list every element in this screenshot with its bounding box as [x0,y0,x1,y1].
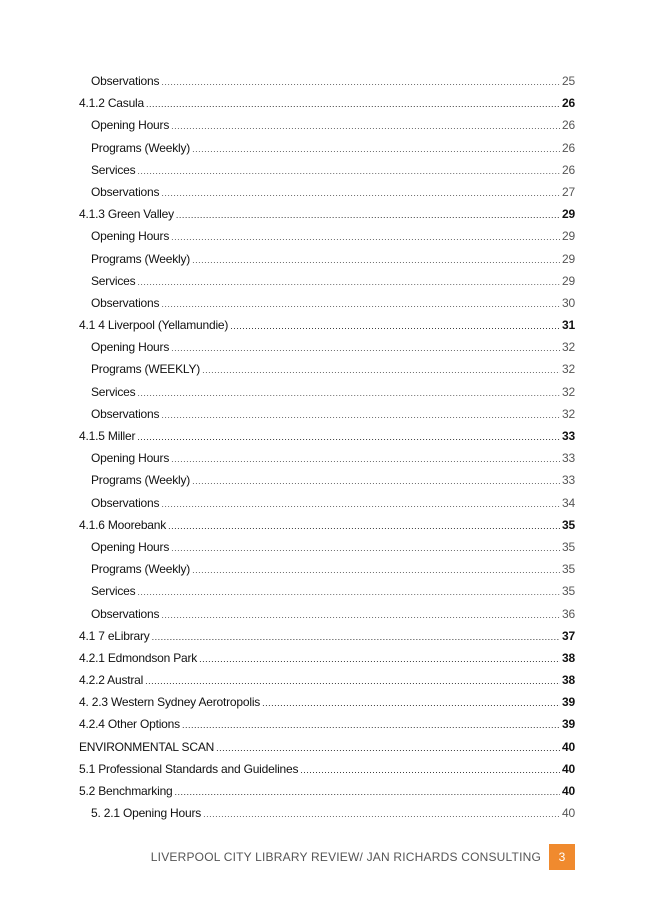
toc-entry-label: 4.1.5 Miller [79,429,136,443]
dot-leader [230,321,560,331]
dot-leader [145,676,560,686]
toc-subsection-entry[interactable] [79,540,575,562]
toc-entry-label: 4.1.2 Casula [79,96,144,111]
toc-entry-page-number: 36 [562,606,575,621]
dot-leader [203,809,560,819]
toc-subsection-entry[interactable] [79,451,575,473]
dot-leader [137,166,560,176]
toc-entry-label: Opening Hours [91,340,170,355]
dot-leader [171,121,560,131]
dot-leader [161,410,560,420]
toc-entry-label: 4.2.1 Edmondson Park [79,650,198,665]
toc-entry-label: Opening Hours [91,229,170,244]
toc-entry-label: Programs (Weekly) [91,251,191,266]
dot-leader [161,499,560,509]
toc-entry-page-number: 33 [562,451,575,466]
toc-subsection-entry[interactable] [79,118,575,140]
toc-subsection-entry[interactable] [79,362,575,384]
toc-entry-page-number: 29 [562,251,575,266]
toc-subsection-entry[interactable] [79,229,575,251]
toc-section-entry[interactable] [79,717,575,739]
toc-section-entry[interactable] [79,762,575,784]
toc-entry-label: 5.1 Professional Standards and Guidelines [79,761,299,776]
dot-leader [171,543,560,553]
toc-entry-page-number: 35 [562,517,575,532]
toc-entry-page-number: 35 [562,562,575,577]
toc-entry-label: 4.1.3 Green Valley [79,207,174,222]
dot-leader [161,77,560,87]
toc-entry-page-number: 26 [562,96,575,111]
toc-entry-label: 4.2.4 Other Options [79,717,180,732]
toc-entry-page-number: 40 [562,761,575,776]
dot-leader [262,698,560,708]
toc-entry-label: Observations [91,495,160,510]
toc-entry-page-number: 35 [562,584,575,599]
toc-entry-label: Services [91,273,136,288]
toc-subsection-entry[interactable] [79,252,575,274]
toc-subsection-entry[interactable] [79,385,575,407]
toc-section-entry[interactable] [79,629,575,651]
toc-section-entry[interactable] [79,673,575,695]
dot-leader [168,521,560,531]
toc-entry-page-number: 25 [562,74,575,88]
toc-entry-label: Programs (WEEKLY) [91,362,201,377]
toc-entry-page-number: 27 [562,184,575,199]
toc-entry-page-number: 39 [562,717,575,732]
toc-entry-label: ENVIRONMENTAL SCAN [79,739,215,754]
toc-entry-page-number: 40 [562,784,575,798]
dot-leader [161,188,560,198]
toc-entry-page-number: 33 [562,473,575,488]
toc-entry-label: Observations [91,184,160,199]
toc-subsection-entry[interactable] [79,141,575,163]
toc-subsection-entry[interactable] [79,806,575,828]
toc-entry-page-number: 39 [562,695,575,710]
dot-leader [137,587,560,597]
toc-entry-label: 4.1 4 Liverpool (Yellamundie) [79,318,229,333]
toc-entry-label: Opening Hours [91,118,170,133]
dot-leader [192,144,560,154]
toc-entry-label: Observations [91,295,160,310]
toc-subsection-entry[interactable] [79,340,575,362]
toc-section-entry[interactable] [79,651,575,673]
dot-leader [161,610,560,620]
toc-entry-label: 4. 2.3 Western Sydney Aerotropolis [79,695,261,710]
toc-entry-page-number: 31 [562,318,575,333]
toc-entry-label: Programs (Weekly) [91,473,191,488]
toc-entry-page-number: 29 [562,207,575,222]
dot-leader [171,232,560,242]
toc-entry-label: 4.1.6 Moorebank [79,517,167,532]
dot-leader [216,743,560,753]
toc-entry-page-number: 33 [562,429,575,443]
dot-leader [152,632,560,642]
toc-entry-page-number: 26 [562,162,575,177]
toc-entry-page-number: 29 [562,229,575,244]
toc-subsection-entry[interactable] [79,496,575,518]
toc-subsection-entry[interactable] [79,562,575,584]
toc-entry-label: 5.2 Benchmarking [79,784,173,798]
toc-subsection-entry[interactable] [79,473,575,495]
dot-leader [137,388,560,398]
dot-leader [161,299,560,309]
toc-entry-page-number: 38 [562,650,575,665]
toc-entry-page-number: 26 [562,140,575,155]
toc-subsection-entry[interactable] [79,607,575,629]
toc-entry-label: Observations [91,74,160,88]
toc-entry-label: Services [91,584,136,599]
toc-subsection-entry[interactable] [79,407,575,429]
toc-subsection-entry[interactable] [79,74,575,96]
dot-leader [199,654,560,664]
toc-entry-page-number: 38 [562,673,575,688]
toc-entry-label: Observations [91,606,160,621]
toc-entry-page-number: 30 [562,295,575,310]
dot-leader [192,565,560,575]
toc-entry-page-number: 26 [562,118,575,133]
footer-title: LIVERPOOL CITY LIBRARY REVIEW/ JAN RICHARDS CONSULTING [150,850,541,864]
toc-entry-label: Programs (Weekly) [91,562,191,577]
toc-section-entry[interactable] [79,429,575,451]
toc-entry-label: Services [91,384,136,399]
toc-entry-label: 4.2.2 Austral [79,673,144,688]
toc-subsection-entry[interactable] [79,274,575,296]
toc-section-entry[interactable] [79,518,575,540]
toc-entry-page-number: 34 [562,495,575,510]
toc-entry-page-number: 40 [562,806,575,821]
dot-leader [192,476,560,486]
toc-section-entry[interactable] [79,96,575,118]
dot-leader [137,432,560,442]
toc-section-entry[interactable] [79,207,575,229]
toc-entry-page-number: 32 [562,384,575,399]
toc-entry-page-number: 37 [562,628,575,643]
dot-leader [182,720,560,730]
dot-leader [300,765,560,775]
page-footer [151,844,575,870]
toc-entry-page-number: 32 [562,362,575,377]
dot-leader [171,454,560,464]
toc-entry-label: Opening Hours [91,539,170,554]
dot-leader [137,277,560,287]
toc-section-entry[interactable] [79,740,575,762]
toc-subsection-entry[interactable] [79,163,575,185]
toc-entry-page-number: 29 [562,273,575,288]
dot-leader [176,210,560,220]
toc-subsection-entry[interactable] [79,584,575,606]
toc-entry-page-number: 32 [562,340,575,355]
toc-entry-label: 5. 2.1 Opening Hours [91,806,202,821]
toc-entry-page-number: 32 [562,406,575,421]
page-number-badge: 3 [549,844,575,870]
toc-entry-label: 4.1 7 eLibrary [79,628,150,643]
table-of-contents [79,74,575,828]
dot-leader [171,343,560,353]
dot-leader [175,787,561,797]
toc-section-entry[interactable] [79,784,575,806]
toc-entry-label: Services [91,162,136,177]
toc-subsection-entry[interactable] [79,296,575,318]
dot-leader [146,99,560,109]
toc-section-entry[interactable] [79,318,575,340]
toc-section-entry[interactable] [79,695,575,717]
toc-entry-label: Observations [91,406,160,421]
toc-entry-label: Programs (Weekly) [91,140,191,155]
toc-entry-page-number: 35 [562,539,575,554]
toc-entry-label: Opening Hours [91,451,170,466]
toc-subsection-entry[interactable] [79,185,575,207]
dot-leader [192,255,560,265]
toc-entry-page-number: 40 [562,739,575,754]
dot-leader [202,365,560,375]
